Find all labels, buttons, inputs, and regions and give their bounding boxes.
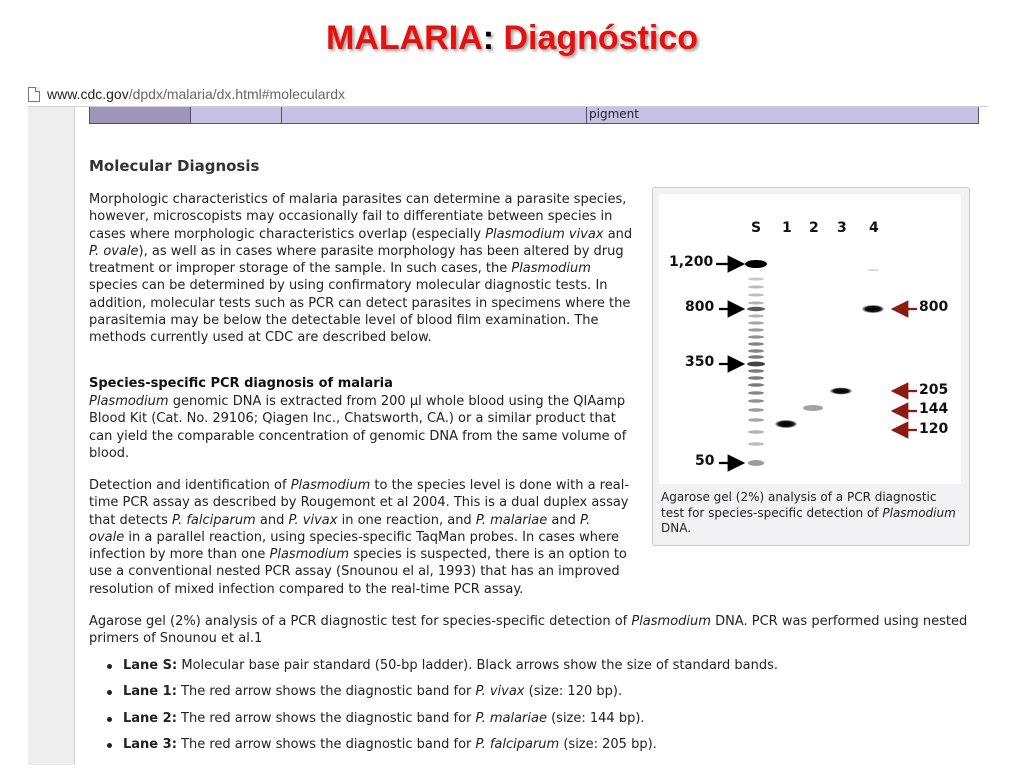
ladder-marker-50: 50 — [695, 453, 715, 469]
gel-figure — [652, 187, 970, 546]
list-item: Lane 1: The red arrow shows the diagnostic band for P. vivax (size: 120 bp). — [105, 682, 778, 708]
slide-title-separator: : — [482, 19, 504, 57]
lane-label-3: 3 — [837, 220, 847, 236]
ladder-marker-350: 350 — [685, 354, 715, 370]
pcr-heading: Species-specific PCR diagnosis of malaria — [89, 376, 393, 391]
band-lane-1 — [775, 420, 797, 428]
lane-label-4: 4 — [869, 220, 879, 236]
list-item: Lane S: Molecular base pair standard (50-bp ladder). Black arrows show the size of standard bands. — [105, 656, 778, 682]
black-arrow-icons — [716, 264, 743, 463]
lane-label-1: 1 — [782, 220, 792, 236]
page-icon — [28, 87, 40, 102]
band-marker-800: 800 — [919, 299, 949, 315]
detection-paragraph: Detection and identification of Plasmodium to the species level is done with a real-time PCR assay as described by Rougemont et al 2004. This is a dual duplex assay that detects P. falciparum and P. vivax in one reaction, and P. malariae and P. ovale in a parallel reaction, using species-specific TaqMan probes. In cases where infection by more than one Plasmodium species is suspected, there is an option to use a conventional nested PCR assay (Snounou el al, 1993) that has an improved resolution of mixed infection compared to the real-time PCR assay. — [89, 478, 630, 597]
browser-viewport — [28, 106, 988, 765]
table-fragment — [89, 107, 979, 124]
table-cell — [191, 107, 282, 123]
web-page — [75, 107, 988, 765]
section-heading: Molecular Diagnosis — [89, 157, 260, 175]
extraction-paragraph: Plasmodium genomic DNA is extracted from 200 µl whole blood using the QIAamp Blood Kit (Cat. No. 29106; Qiagen Inc., Chatsworth, CA.) or a similar product that can yield the comparable concentration of genomic DNA from the same volume of blood. — [89, 394, 627, 461]
band-lane-2 — [803, 405, 823, 411]
table-cell — [282, 107, 587, 123]
band-marker-205: 205 — [919, 382, 949, 398]
gel-drawing — [659, 194, 961, 484]
lane-label-2: 2 — [809, 220, 819, 236]
table-cell — [90, 107, 191, 123]
ladder-bands — [745, 260, 767, 466]
slide-title-malaria: MALARIA — [325, 19, 483, 57]
address-bar[interactable] — [28, 83, 988, 105]
agarose-paragraph: Agarose gel (2%) analysis of a PCR diagnostic test for species-specific detection of Plasmodium DNA. PCR was performed using nested primers of Snounou et al.1 — [89, 614, 968, 647]
band-lane-3 — [830, 388, 852, 395]
lane-label-s: S — [751, 220, 762, 236]
red-arrow-icons — [893, 309, 917, 430]
url-host: www.cdc.gov — [47, 86, 129, 102]
figure-caption: Agarose gel (2%) analysis of a PCR diagnostic test for species-specific detection of Plasmodium DNA. — [661, 490, 956, 536]
lane-list — [105, 656, 778, 762]
band-marker-144: 144 — [919, 401, 949, 417]
list-item: Lane 3: The red arrow shows the diagnostic band for P. falciparum (size: 205 bp). — [105, 735, 778, 761]
url-path: /dpdx/malaria/dx.html#moleculardx — [128, 86, 346, 102]
band-lane-4 — [862, 305, 884, 313]
slide-title-diagnostico: Diagnóstico — [503, 19, 699, 57]
band-marker-120: 120 — [919, 421, 949, 437]
table-cell-pigment: pigment — [589, 107, 639, 121]
gel-image — [659, 194, 961, 484]
intro-paragraph: Morphologic characteristics of malaria parasites can determine a parasite species, however, microscopists may occasionally fail to differentiate between species in cases where morphologic characteristics overlap (especially Plasmodium vivax and P. ovale), as well as in cases where parasite morphology has been altered by drug treatment or improper storage of the sample. In such cases, the Plasmodium species can be determined by using confirmatory molecular diagnostic tests. In addition, molecular tests such as PCR can detect parasites in specimens where the parasitemia may be below the detectable level of blood film examination. The methods currently used at CDC are described below. — [89, 192, 633, 346]
ladder-marker-1200: 1,200 — [669, 254, 714, 270]
list-item: Lane 2: The red arrow shows the diagnostic band for P. malariae (size: 144 bp). — [105, 709, 778, 735]
slide-title — [0, 18, 1024, 58]
ladder-marker-800: 800 — [685, 299, 715, 315]
left-sidebar — [28, 107, 75, 765]
